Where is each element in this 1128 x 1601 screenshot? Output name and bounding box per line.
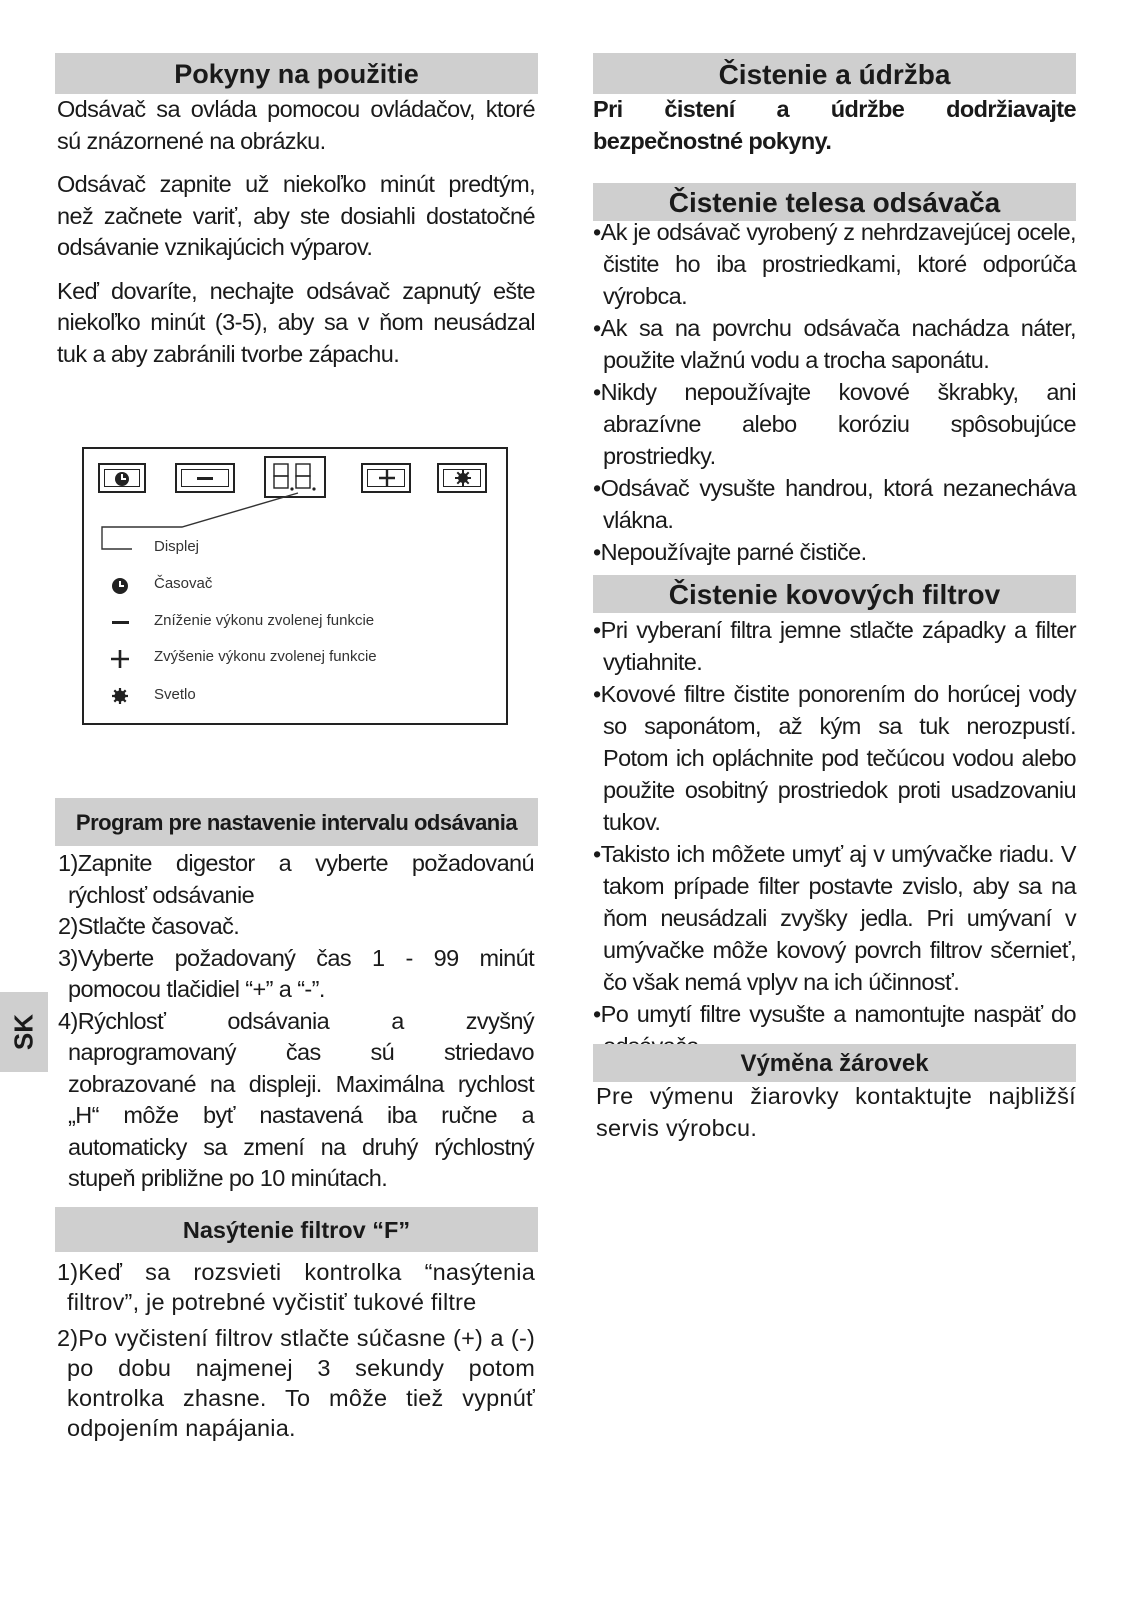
usage-text — [57, 94, 535, 370]
legend-plus: Zvýšenie výkonu zvolenej funkcie — [154, 648, 377, 665]
filters-step-2: 2)Po vyčistení filtrov stlačte súčasne (+) a (-) po dobu najmenej 3 sekundy potom kontrolka zhasne. To môže tiež vypnúť odpojením napájania. — [57, 1325, 535, 1441]
legend-light: Svetlo — [154, 686, 196, 703]
legend-display: Displej — [154, 538, 200, 555]
program-list — [58, 848, 534, 1195]
metal-filters-item-2: •Kovové filtre čistite ponorením do horúcej vody so saponátom, až kým sa tuk nerozpustí. Potom ich opláchnite pod tečúcou vodou alebo použite osobitný prostriedok proti usadzovaniu tukov. — [593, 681, 1076, 835]
program-section-header — [55, 798, 538, 846]
plus-icon — [110, 649, 130, 669]
light-icon — [110, 686, 130, 706]
metal-filters-section-header — [593, 575, 1076, 613]
body-clean-item-4: •Odsávač vysušte handrou, ktorá nezanecháva vlákna. — [593, 475, 1076, 533]
bulbs-text-block — [596, 1081, 1076, 1144]
usage-paragraph-1: Odsávač sa ovláda pomocou ovládačov, ktoré sú znázornené na obrázku. — [57, 96, 535, 154]
legend-minus: Zníženie výkonu zvolenej funkcie — [154, 612, 375, 629]
language-tab — [0, 992, 48, 1072]
legend-timer: Časovač — [154, 575, 213, 592]
bulbs-section-header — [593, 1044, 1076, 1082]
timer-icon — [110, 576, 130, 596]
metal-filters-title: Čistenie kovových filtrov — [668, 579, 1001, 610]
body-clean-title: Čistenie telesa odsávača — [668, 187, 1001, 218]
display-leader-line — [84, 449, 510, 727]
filters-step-1: 1)Keď sa rozsvieti kontrolka “nasýtenia filtrov”, je potrebné vyčistiť tukové filtre — [57, 1259, 535, 1315]
program-step-2: 2)Stlačte časovač. — [58, 913, 240, 939]
body-clean-item-5: •Nepoužívajte parné čističe. — [593, 539, 867, 565]
filters-title: Nasýtenie filtrov “F” — [182, 1217, 411, 1243]
usage-section-header — [55, 53, 538, 94]
body-clean-item-3: •Nikdy nepoužívajte kovové škrabky, ani abrazívne alebo koróziu spôsobujúce prostriedky. — [593, 379, 1076, 469]
program-step-3: 3)Vyberte požadovaný čas 1 - 99 minút pomocou tlačidiel “+” a “-”. — [58, 944, 534, 1002]
body-clean-item-1: •Ak je odsávač vyrobený z nehrdzavejúcej ocele, čistite ho iba prostriedkami, ktoré odporúča výrobca. — [593, 219, 1076, 309]
filters-section-header — [55, 1207, 538, 1252]
body-clean-list — [593, 216, 1076, 568]
minus-icon — [112, 621, 129, 624]
program-step-4: 4)Rýchlosť odsávania a zvyšný naprogramovaný čas sú striedavo zobrazované na displeji. Maximálna rychlost „H“ môže byť nastavená iba ručne a automaticky sa zmení na druhý rýchlostný stupeň približne po 10 minútach. — [58, 1007, 534, 1191]
cleaning-title: Čistenie a údržba — [718, 59, 951, 90]
metal-filters-item-1: •Pri vyberaní filtra jemne stlačte západky a filter vytiahnite. — [593, 617, 1076, 675]
filters-list — [57, 1257, 535, 1443]
cleaning-intro-text: Pri čistení a údržbe dodržiavajte bezpečnostné pokyny. — [593, 96, 1076, 154]
usage-paragraph-2: Odsávač zapnite už niekoľko minút predtým, než začnete variť, aby ste dosiahli dostatočné odsávanie vznikajúcich výparov. — [57, 171, 535, 260]
usage-title: Pokyny na použitie — [174, 59, 419, 89]
cleaning-section-header — [593, 53, 1076, 94]
metal-filters-item-3: •Takisto ich môžete umyť aj v umývačke riadu. V takom prípade filter postavte zvislo, aby sa na ňom neusádzali zvyšky jedla. Pri umývaní v umývačke môže kovový povrch filtrov sčernieť, čo však nemá vplyv na ich účinnosť. — [593, 841, 1076, 995]
control-panel-diagram — [82, 447, 508, 725]
cleaning-intro — [593, 94, 1076, 157]
program-title: Program pre nastavenie intervalu odsávania — [75, 810, 518, 835]
body-clean-item-2: •Ak sa na povrchu odsávača nachádza náter, použite vlažnú vodu a trocha saponátu. — [593, 315, 1076, 373]
bulbs-text: Pre výmenu žiarovky kontaktujte najbližší servis výrobcu. — [596, 1083, 1076, 1141]
bulbs-title: Výměna žárovek — [740, 1050, 929, 1077]
language-tab-label: SK — [8, 1013, 39, 1051]
program-step-1: 1)Zapnite digestor a vyberte požadovanú rýchlosť odsávanie — [58, 850, 534, 908]
metal-filters-list — [593, 614, 1076, 1062]
usage-paragraph-3: Keď dovaríte, nechajte odsávač zapnutý ešte niekoľko minút (3-5), aby sa v ňom neusádzal tuk a aby zabránili tvorbe zápachu. — [57, 277, 535, 367]
metal-filters-item-4: •Po umytí filtre vysušte a namontujte naspäť do — [593, 1001, 1076, 1027]
